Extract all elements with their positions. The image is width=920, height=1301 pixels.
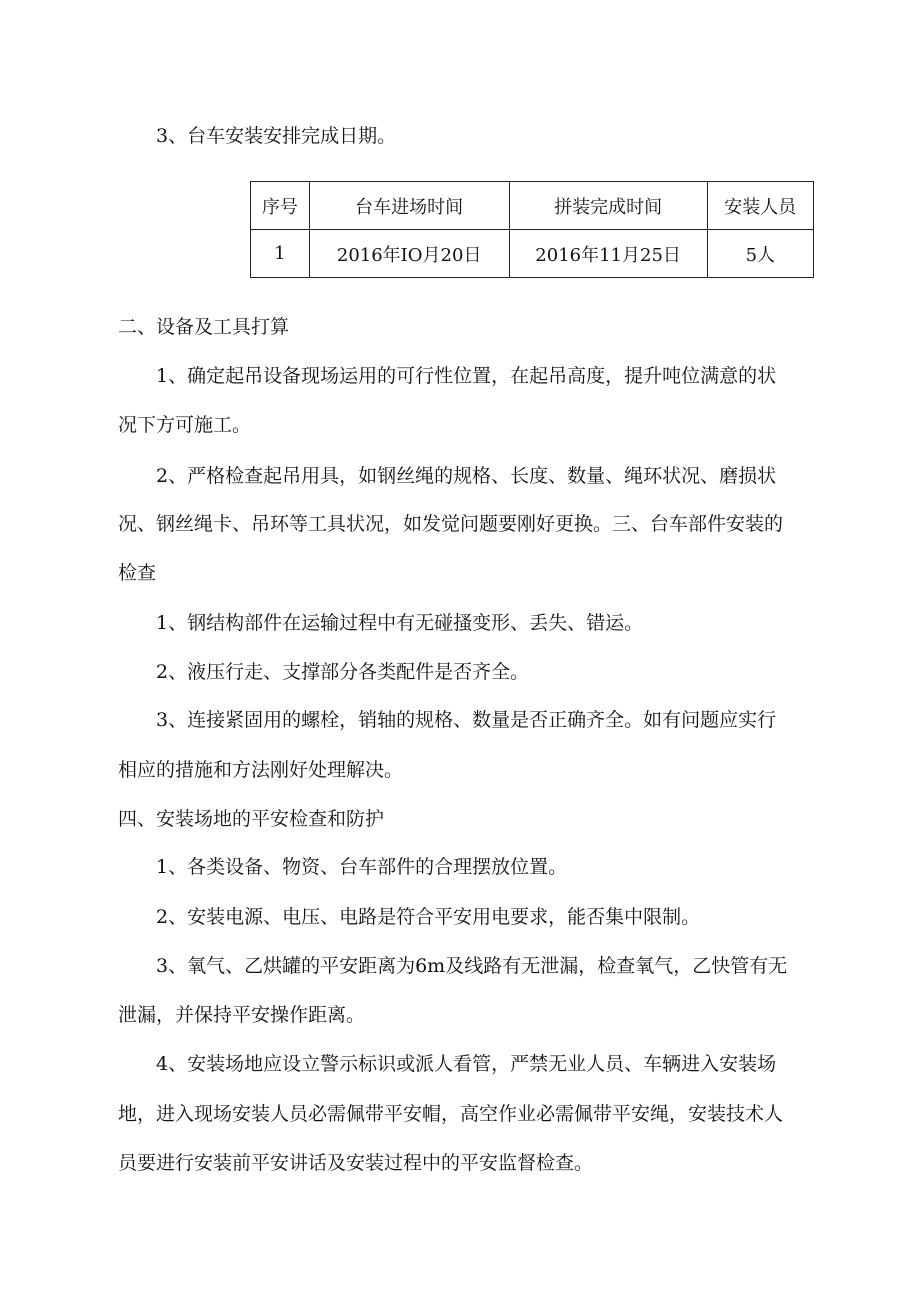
paragraph-line: 1、各类设备、物资、台车部件的合理摆放位置。	[156, 856, 568, 878]
cell-arrival: 2016年IO月20日	[309, 230, 509, 278]
header-cell-index: 序号	[251, 182, 310, 230]
section3-item3: 3、台车安装安排完成日期。	[156, 125, 397, 147]
paragraph-line: 3、连接紧固用的螺栓，销轴的规格、数量是否正确齐全。如有问题应实行	[156, 709, 777, 731]
heading-site-safety: 四、安装场地的平安检查和防护	[118, 808, 385, 830]
header-cell-assembly: 拼装完成时间	[509, 182, 707, 230]
cell-index: 1	[251, 230, 310, 278]
table-row	[251, 230, 814, 278]
paragraph-line: 2、安装电源、电压、电路是符合平安用电要求，能否集中限制。	[156, 906, 701, 928]
schedule-table	[250, 181, 814, 278]
paragraph-line: 检查	[118, 562, 157, 584]
paragraph-line: 员要进行安装前平安讲话及安装过程中的平安监督检查。	[118, 1152, 594, 1174]
table-header-row	[251, 182, 814, 230]
paragraph-line: 况下方可施工。	[118, 414, 252, 436]
paragraph-line: 况、钢丝绳卡、吊环等工具状况，如发觉问题要刚好更换。三、台车部件安装的	[118, 513, 784, 535]
paragraph-line: 泄漏，并保持平安操作距离。	[118, 1004, 366, 1026]
cell-assembly: 2016年11月25日	[509, 230, 707, 278]
heading-equipment: 二、设备及工具打算	[118, 316, 290, 338]
paragraph-line: 2、液压行走、支撑部分各类配件是否齐全。	[156, 661, 530, 683]
cell-staff: 5人	[707, 230, 813, 278]
paragraph-line: 相应的措施和方法刚好处理解决。	[118, 759, 404, 781]
header-cell-arrival: 台车进场时间	[309, 182, 509, 230]
paragraph-line: 4、安装场地应设立警示标识或派人看管，严禁无业人员、车辆进入安装场	[156, 1053, 777, 1075]
header-cell-staff: 安装人员	[707, 182, 813, 230]
paragraph-line: 3、氧气、乙烘罐的平安距离为6m及线路有无泄漏，检查氧气，乙快管有无	[156, 955, 788, 977]
paragraph-line: 1、钢结构部件在运输过程中有无碰搔变形、丢失、错运。	[156, 612, 644, 634]
paragraph-line: 1、确定起吊设备现场运用的可行性位置，在起吊高度，提升吨位满意的状	[156, 365, 777, 387]
paragraph-line: 2、严格检查起吊用具，如钢丝绳的规格、长度、数量、绳环状况、磨损状	[156, 465, 777, 487]
paragraph-line: 地，进入现场安装人员必需佩带平安帽，高空作业必需佩带平安绳，安装技术人	[118, 1103, 784, 1125]
